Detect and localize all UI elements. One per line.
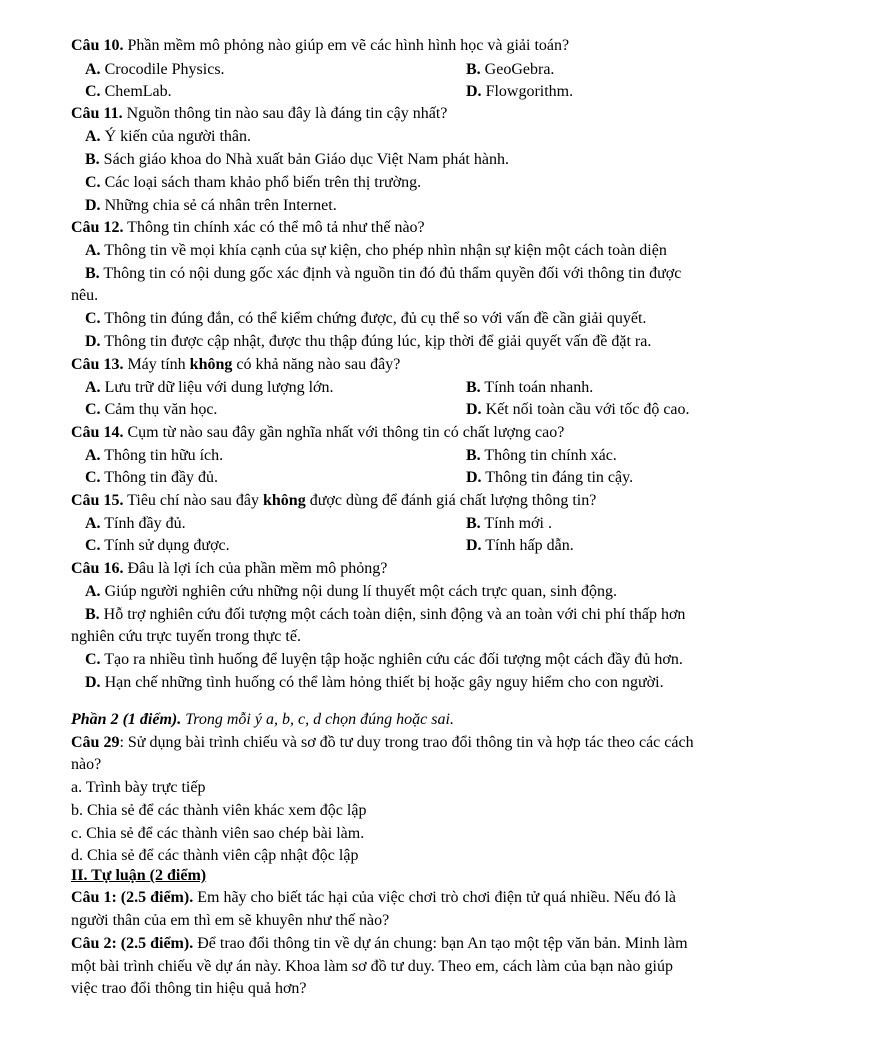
q29-item-a: a. Trình bày trực tiếp bbox=[71, 779, 206, 796]
option-text: Giúp người nghiên cứu những nội dung lí thuyết một cách trực quan, sinh động. bbox=[100, 583, 617, 600]
option-text: Tính hấp dẫn. bbox=[481, 537, 574, 554]
question-label: Câu 14. bbox=[71, 424, 124, 441]
option-text: Tính toán nhanh. bbox=[480, 379, 594, 396]
option-key: A. bbox=[85, 128, 101, 145]
question-text: Tiêu chí nào sau đây bbox=[123, 492, 263, 509]
question-11 bbox=[71, 104, 447, 124]
option-text: Thông tin được cập nhật, được thu thập đúng lúc, kịp thời để giải quyết vấn đề đặt ra. bbox=[100, 333, 652, 350]
essay-question-1-continuation: người thân của em thì em sẽ khuyên như thế nào? bbox=[71, 912, 390, 929]
option-text: Hạn chế những tình huống có thể làm hỏng thiết bị hoặc gây nguy hiểm cho con người. bbox=[100, 674, 664, 691]
question-10 bbox=[71, 36, 569, 56]
option-b bbox=[466, 60, 554, 80]
option-text: Những chia sẻ cá nhân trên Internet. bbox=[100, 197, 337, 214]
question-label: Câu 15. bbox=[71, 492, 124, 509]
essay-question-2-continuation: một bài trình chiếu về dự án này. Khoa làm sơ đồ tư duy. Theo em, cách làm của bạn nào giúp bbox=[71, 958, 673, 975]
part2-heading-bold: Phần 2 (1 điểm). bbox=[71, 711, 182, 728]
option-text: Cảm thụ văn học. bbox=[100, 401, 218, 418]
option-a bbox=[85, 446, 223, 466]
part2-heading-text: Trong mỗi ý a, b, c, d chọn đúng hoặc sai. bbox=[181, 711, 454, 728]
option-text: Thông tin có nội dung gốc xác định và nguồn tin đó đủ thẩm quyền đối với thông tin được bbox=[99, 265, 682, 282]
question-text: Cụm từ nào sau đây gần nghĩa nhất với thông tin có chất lượng cao? bbox=[123, 424, 565, 441]
option-text: Sách giáo khoa do Nhà xuất bản Giáo dục Việt Nam phát hành. bbox=[99, 151, 509, 168]
question-label: Câu 1: (2.5 điểm). bbox=[71, 889, 194, 906]
option-b-continuation: nghiên cứu trực tuyến trong thực tế. bbox=[71, 628, 301, 645]
option-text: Thông tin chính xác. bbox=[480, 447, 617, 464]
option-b bbox=[466, 378, 593, 398]
essay-question-1 bbox=[71, 888, 676, 908]
option-a bbox=[85, 60, 225, 80]
option-a bbox=[85, 241, 667, 261]
question-text: có khả năng nào sau đây? bbox=[232, 356, 401, 373]
option-d bbox=[85, 673, 664, 693]
option-key: A. bbox=[85, 583, 101, 600]
option-text: Flowgorithm. bbox=[481, 83, 574, 100]
question-text: : Sử dụng bài trình chiếu và sơ đồ tư duy trong trao đổi thông tin và hợp tác theo các cách bbox=[119, 734, 694, 751]
question-text: được dùng để đánh giá chất lượng thông tin? bbox=[305, 492, 597, 509]
q29-item-c: c. Chia sẻ để các thành viên sao chép bài làm. bbox=[71, 825, 365, 842]
option-key: C. bbox=[85, 83, 101, 100]
option-text: Thông tin đúng đắn, có thể kiểm chứng được, đủ cụ thể so với vấn đề cần giải quyết. bbox=[100, 310, 647, 327]
essay-question-2-continuation: việc trao đổi thông tin hiệu quả hơn? bbox=[71, 980, 307, 997]
option-key: C. bbox=[85, 401, 101, 418]
question-label: Câu 12. bbox=[71, 219, 124, 236]
option-text: Các loại sách tham khảo phổ biến trên thị trường. bbox=[100, 174, 422, 191]
option-b bbox=[466, 514, 552, 534]
option-b bbox=[85, 150, 509, 170]
question-label: Câu 2: (2.5 điểm). bbox=[71, 935, 194, 952]
option-d bbox=[85, 332, 651, 352]
option-c bbox=[85, 650, 683, 670]
option-text: Lưu trữ dữ liệu với dung lượng lớn. bbox=[100, 379, 334, 396]
option-text: Tính đầy đủ. bbox=[100, 515, 186, 532]
option-text: Tạo ra nhiều tình huống để luyện tập hoặc nghiên cứu các đối tượng một cách đầy đủ hơn. bbox=[100, 651, 683, 668]
question-emphasis: không bbox=[263, 492, 306, 509]
question-14 bbox=[71, 423, 564, 443]
option-text: Crocodile Physics. bbox=[100, 61, 225, 78]
option-text: GeoGebra. bbox=[480, 61, 555, 78]
question-text: Phần mềm mô phỏng nào giúp em vẽ các hình hình học và giải toán? bbox=[123, 37, 570, 54]
option-key: C. bbox=[85, 174, 101, 191]
option-c bbox=[85, 82, 172, 102]
option-a bbox=[85, 582, 617, 602]
question-label: Câu 11. bbox=[71, 105, 123, 122]
question-label: Câu 16. bbox=[71, 560, 124, 577]
option-key: A. bbox=[85, 515, 101, 532]
option-d bbox=[466, 468, 633, 488]
option-key: A. bbox=[85, 447, 101, 464]
option-c bbox=[85, 309, 646, 329]
option-b bbox=[85, 264, 681, 284]
option-text: Thông tin về mọi khía cạnh của sự kiện, cho phép nhìn nhận sự kiện một cách toàn diện bbox=[100, 242, 667, 259]
q29-item-b: b. Chia sẻ để các thành viên khác xem độc lập bbox=[71, 802, 367, 819]
option-key: C. bbox=[85, 469, 101, 486]
option-b bbox=[85, 605, 685, 625]
option-text: Tính mới . bbox=[480, 515, 552, 532]
option-key: B. bbox=[466, 379, 481, 396]
question-text: Thông tin chính xác có thể mô tả như thế nào? bbox=[123, 219, 425, 236]
option-text: ChemLab. bbox=[100, 83, 172, 100]
option-key: D. bbox=[466, 401, 482, 418]
option-c bbox=[85, 400, 217, 420]
option-key: C. bbox=[85, 537, 101, 554]
option-key: B. bbox=[85, 265, 100, 282]
option-key: A. bbox=[85, 61, 101, 78]
option-key: D. bbox=[466, 83, 482, 100]
option-c bbox=[85, 468, 218, 488]
option-text: Tính sử dụng được. bbox=[100, 537, 230, 554]
option-text: Thông tin đáng tin cậy. bbox=[481, 469, 634, 486]
option-key: D. bbox=[85, 197, 101, 214]
option-key: B. bbox=[466, 515, 481, 532]
option-text: Thông tin đầy đủ. bbox=[100, 469, 219, 486]
option-key: D. bbox=[85, 674, 101, 691]
option-key: D. bbox=[466, 537, 482, 554]
option-key: B. bbox=[85, 606, 100, 623]
question-15 bbox=[71, 491, 596, 511]
question-label: Câu 13. bbox=[71, 356, 124, 373]
option-d bbox=[466, 82, 573, 102]
option-key: D. bbox=[85, 333, 101, 350]
question-13 bbox=[71, 355, 400, 375]
question-29 bbox=[71, 733, 694, 753]
option-key: A. bbox=[85, 242, 101, 259]
option-key: A. bbox=[85, 379, 101, 396]
question-emphasis: không bbox=[189, 356, 233, 373]
q29-item-d: d. Chia sẻ để các thành viên cập nhật độc lập bbox=[71, 847, 359, 864]
option-key: B. bbox=[466, 447, 481, 464]
question-text: Để trao đổi thông tin về dự án chung: bạn An tạo một tệp văn bản. Minh làm bbox=[193, 935, 688, 952]
option-a bbox=[85, 514, 186, 534]
option-d bbox=[466, 400, 690, 420]
question-text: Máy tính bbox=[123, 356, 190, 373]
option-text: Kết nối toàn cầu với tốc độ cao. bbox=[481, 401, 690, 418]
option-key: D. bbox=[466, 469, 482, 486]
option-b bbox=[466, 446, 617, 466]
question-label: Câu 10. bbox=[71, 37, 124, 54]
option-c bbox=[85, 536, 230, 556]
option-text: Ý kiến của người thân. bbox=[100, 128, 251, 145]
option-d bbox=[85, 196, 337, 216]
option-b-continuation: nêu. bbox=[71, 287, 99, 304]
essay-heading: II. Tự luận (2 điểm) bbox=[71, 867, 207, 884]
option-key: B. bbox=[85, 151, 100, 168]
question-29-continuation: nào? bbox=[71, 756, 102, 773]
question-label: Câu 29 bbox=[71, 734, 120, 751]
option-text: Thông tin hữu ích. bbox=[100, 447, 224, 464]
question-16 bbox=[71, 559, 387, 579]
part2-heading bbox=[71, 710, 454, 730]
option-key: C. bbox=[85, 651, 101, 668]
option-text: Hỗ trợ nghiên cứu đối tượng một cách toàn diện, sinh động và an toàn với chi phí thấp hơn bbox=[99, 606, 686, 623]
option-key: B. bbox=[466, 61, 481, 78]
question-text: Em hãy cho biết tác hại của việc chơi trò chơi điện tử quá nhiều. Nếu đó là bbox=[193, 889, 676, 906]
option-c bbox=[85, 173, 421, 193]
question-text: Nguồn thông tin nào sau đây là đáng tin cậy nhất? bbox=[122, 105, 448, 122]
option-key: C. bbox=[85, 310, 101, 327]
option-a bbox=[85, 378, 334, 398]
option-d bbox=[466, 536, 574, 556]
essay-question-2 bbox=[71, 934, 688, 954]
question-text: Đâu là lợi ích của phần mềm mô phỏng? bbox=[123, 560, 388, 577]
question-12 bbox=[71, 218, 425, 238]
option-a bbox=[85, 127, 251, 147]
